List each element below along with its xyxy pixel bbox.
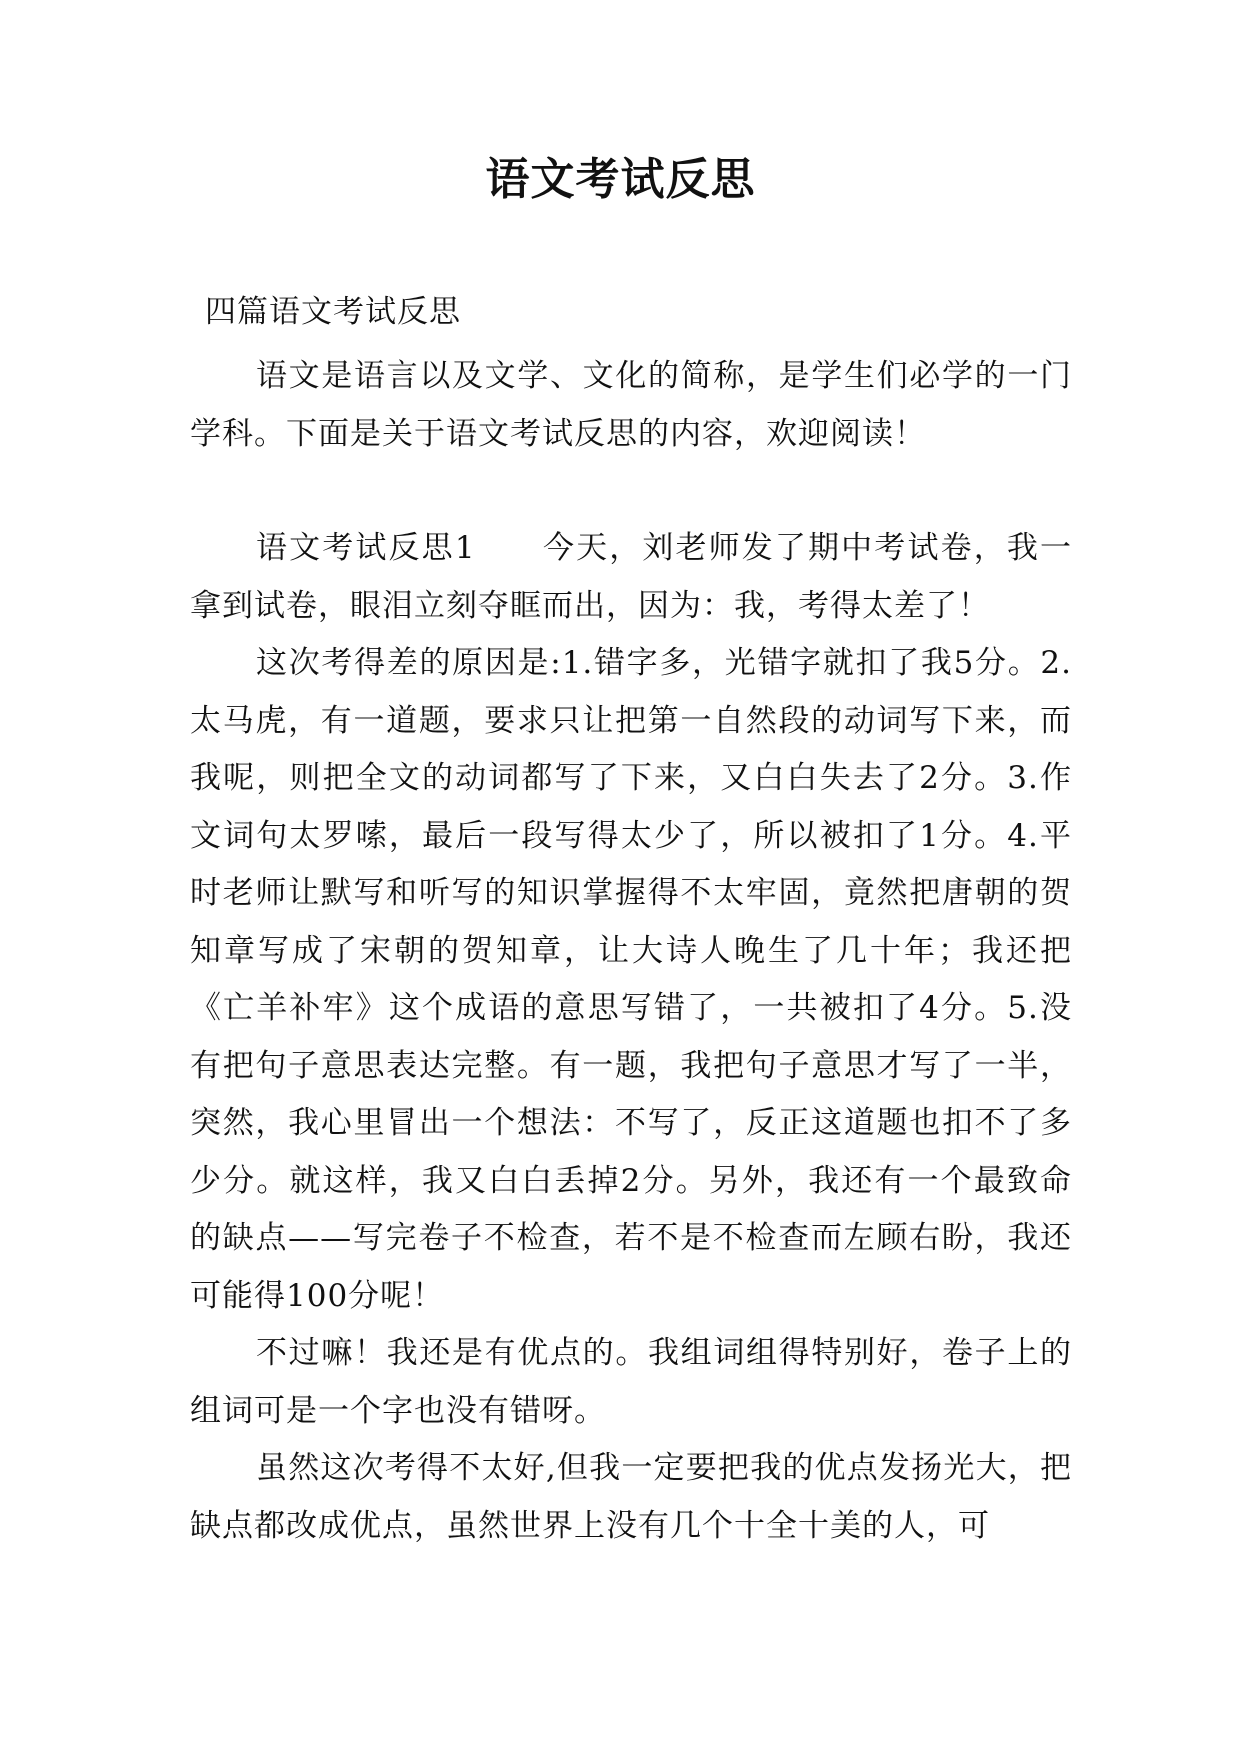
- document-subtitle: 四篇语文考试反思: [205, 294, 461, 330]
- resolution-paragraph: 虽然这次考得不太好,但我一定要把我的优点发扬光大，把缺点都改成优点，虽然世界上没有几个十全十美的人，可: [190, 1450, 1072, 1544]
- reasons-paragraph: 这次考得差的原因是:1.错字多，光错字就扣了我5分。2.太马虎，有一道题，要求只让把第一自然段的动词写下来，而我呢，则把全文的动词都写了下来，又白白失去了2分。3.作文词句太罗嗦，最后一段写得太少了，所以被扣了1分。4.平时老师让默写和听写的知识掌握得不太牢固，竟然把唐朝的贺知章写成了宋朝的贺知章，让大诗人晚生了几十年；我还把《亡羊补牢》这个成语的意思写错了，一共被扣了4分。5.没有把句子意思表达完整。有一题，我把句子意思才写了一半，突然，我心里冒出一个想法：不写了，反正这道题也扣不了多少分。就这样，我又白白丢掉2分。另外，我还有一个最致命的缺点——写完卷子不检查，若不是不检查而左顾右盼，我还可能得100分呢！: [190, 645, 1072, 1314]
- document-body: [190, 348, 1072, 1555]
- strengths-paragraph: 不过嘛！我还是有优点的。我组词组得特别好，卷子上的组词可是一个字也没有错呀。: [190, 1335, 1072, 1429]
- reflection-1-opening-paragraph: 语文考试反思1 今天，刘老师发了期中考试卷，我一拿到试卷，眼泪立刻夺眶而出，因为：我，考得太差了！: [190, 530, 1072, 624]
- intro-paragraph: 语文是语言以及文学、文化的简称，是学生们必学的一门学科。下面是关于语文考试反思的内容，欢迎阅读！: [190, 358, 1072, 452]
- document-title: 语文考试反思: [485, 154, 756, 205]
